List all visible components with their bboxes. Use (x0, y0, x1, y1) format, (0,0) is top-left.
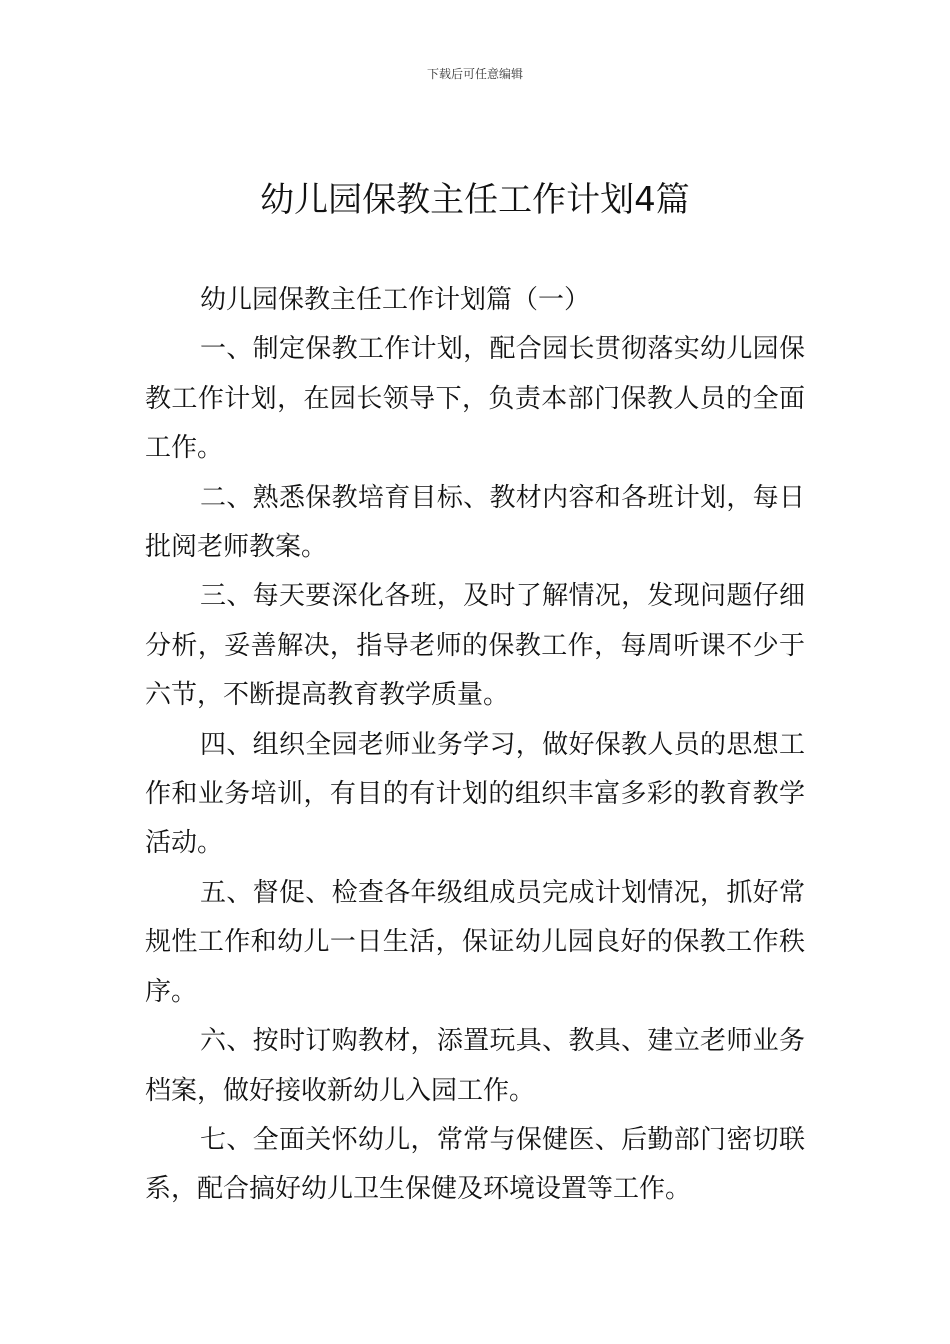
paragraph-6: 六、按时订购教材，添置玩具、教具、建立老师业务档案，做好接收新幼儿入园工作。 (145, 1026, 805, 1106)
document-title: 幼儿园保教主任工作计划4篇 (260, 180, 690, 220)
paragraph-5: 五、督促、检查各年级组成员完成计划情况，抓好常规性工作和幼儿一日生活，保证幼儿园良好的保教工作秩序。 (145, 877, 805, 1007)
section-title: 幼儿园保教主任工作计划篇（一） (200, 285, 591, 315)
header-note: 下载后可任意编辑 (426, 67, 523, 81)
paragraph-2: 二、熟悉保教培育目标、教材内容和各班计划，每日批阅老师教案。 (145, 482, 805, 563)
document-body (145, 276, 805, 1215)
paragraph-4: 四、组织全园老师业务学习，做好保教人员的思想工作和业务培训，有目的有计划的组织丰富多彩的教育教学活动。 (145, 729, 805, 859)
paragraph-3: 三、每天要深化各班，及时了解情况，发现问题仔细分析，妥善解决，指导老师的保教工作，每周听课不少于六节，不断提高教育教学质量。 (145, 581, 805, 711)
paragraph-1: 一、制定保教工作计划，配合园长贯彻落实幼儿园保教工作计划，在园长领导下，负责本部门保教人员的全面工作。 (145, 334, 805, 464)
paragraph-7: 七、全面关怀幼儿，常常与保健医、后勤部门密切联系，配合搞好幼儿卫生保健及环境设置等工作。 (145, 1124, 805, 1205)
